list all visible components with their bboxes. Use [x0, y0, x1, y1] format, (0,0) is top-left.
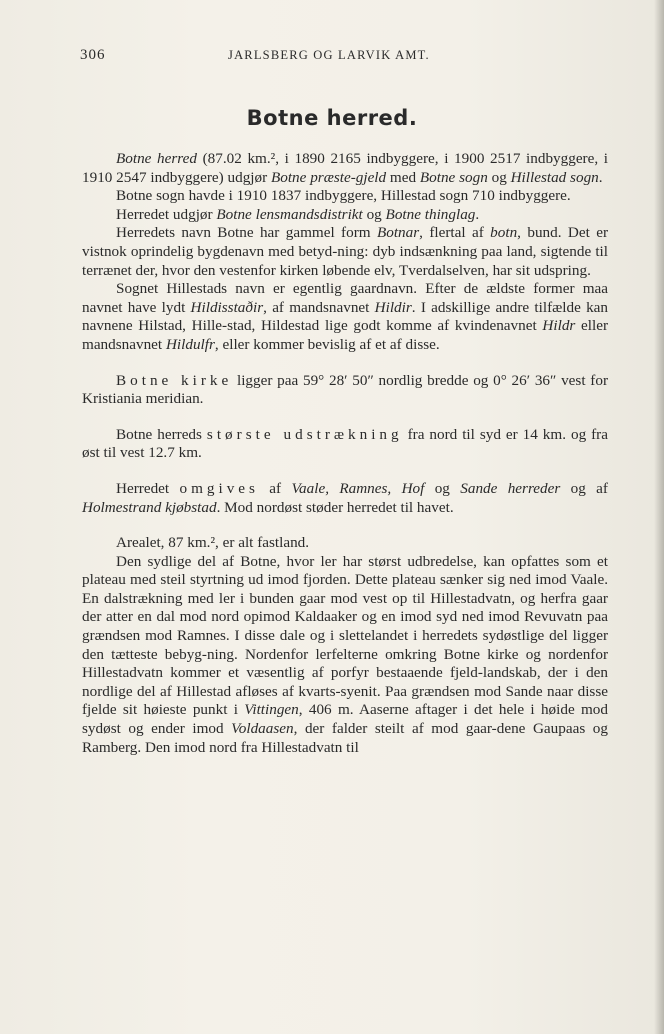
text-run: og: [424, 479, 461, 497]
body-text: [82, 150, 608, 757]
text-run: , af mandsnavnet: [263, 298, 375, 316]
text-run: , flertal af: [419, 224, 491, 242]
text-run: ligger paa 59° 28′ 50″ nordlig bredde og 0° 26′ 36″ vest for Kristiania meridian.: [82, 371, 608, 408]
italic-text: Hildulfr: [165, 335, 215, 353]
paragraph: [82, 534, 608, 553]
italic-text: Vaale, Ramnes, Hof: [291, 479, 425, 497]
paragraph: [82, 224, 608, 280]
text-run: og: [362, 205, 386, 223]
text-run: og af: [560, 479, 608, 497]
paragraph: [82, 150, 608, 187]
text-run: fra nord til syd er 14 km. og fra øst til vest 12.7 km.: [82, 425, 608, 462]
text-run: med: [386, 168, 420, 186]
italic-text: botn: [490, 224, 518, 242]
page-number: 306: [80, 47, 106, 63]
page-edge-shadow: [654, 0, 664, 1034]
text-run: Herredets navn Botne har gammel form: [116, 224, 377, 242]
text-run: , eller kommer bevislig af et af disse.: [214, 335, 440, 353]
text-run: af: [258, 479, 292, 497]
text-run: Den sydlige del af Botne, hvor ler har størst udbredelse, kan opfattes som et plateau med steil styrtning ud imod fjorden. Dette plateau sænker sig ned imod Vaale. En dalstrækning med ler i bunden gaar mod vest op til Hillestadvatn, og herfra gaar der atter en dal mod nord opimod Kaldaaker og en imod syd ned imod Revuvatn paa grændsen mod Ramnes. I disse dale og i slettelandet i herredets sydøstlige del ligger den tætteste bebyg-ning. Nordenfor lerfelterne omkring Botne kirke og nordenfor Hillestadvatn kommer et væsentlig af porfyr bestaaende fjeld-landskab, der i den nordlige del af Hillestad afløses af kvarts-syenit. Paa grændsen mod Sande naar disse fjelde sit høieste punkt i: [82, 552, 608, 719]
paragraph: [82, 553, 608, 758]
text-run: . I adskillige andre tilfælde kan navnene Hilstad, Hille-stad, Hildestad lige godt komme af kvindenavnet: [82, 298, 609, 335]
italic-text: Hildir: [374, 298, 412, 316]
text-run: Arealet, 87 km.², er alt fastland.: [116, 534, 310, 552]
italic-text: Botnar: [376, 224, 420, 242]
text-run: . Mod nordøst støder herredet til havet.: [216, 498, 454, 516]
page-header: [80, 47, 610, 71]
italic-text: Vittingen: [244, 701, 299, 719]
italic-text: Voldaasen: [231, 720, 294, 738]
text-run: og: [487, 168, 511, 186]
italic-text: Botne lensmandsdistrikt: [216, 205, 363, 223]
italic-text: Botne herred: [116, 150, 197, 167]
italic-text: Holmestrand kjøbstad: [82, 498, 217, 516]
text-run: .: [475, 205, 480, 223]
text-run: Botne herreds: [116, 425, 207, 443]
paragraph: [82, 280, 608, 354]
paragraph: [82, 372, 608, 409]
section-title: Botne herred.: [246, 106, 418, 130]
paragraph: [82, 426, 608, 463]
italic-text: Hildisstaðir: [190, 298, 264, 316]
text-run: eller mandsnavnet: [82, 317, 609, 353]
italic-text: Sande herreder: [460, 479, 561, 497]
spaced-text: omgives: [179, 479, 259, 497]
text-run: Herredet: [116, 479, 180, 497]
text-run: , der falder steilt af mod gaar-dene Gaupaas og Ramberg. Den imod nord fra Hillestadvatn til: [82, 720, 608, 756]
text-run: , bund. Det er vistnok oprindelig bygdenavn med betyd-ning: dyb indsænkning paa land, sigtende til terrænet der, hvor den vestenfor kirken løbende elv, Tverdalselven, har sit udspring.: [82, 224, 609, 279]
italic-text: Hillestad sogn: [510, 168, 599, 186]
italic-text: Botne sogn: [419, 168, 488, 186]
italic-text: Hildr: [542, 317, 576, 335]
text-run: (87.02 km.², i 1890 2165 indbyggere, i 1900 2517 indbyggere, i 1910 2547 indbyggere) udgjør: [82, 150, 608, 186]
italic-text: Botne thinglag: [385, 205, 476, 223]
text-run: .: [598, 168, 603, 186]
spaced-text: største udstrækning: [206, 425, 403, 443]
text-run: , 406 m. Aaserne aftager i det hele i høide mod sydøst og ender imod: [82, 701, 608, 738]
italic-text: Botne præste-gjeld: [270, 168, 387, 186]
paragraph: [82, 480, 608, 517]
text-run: Botne sogn havde i 1910 1837 indbyggere, Hillestad sogn 710 indbyggere.: [116, 187, 571, 205]
running-head: JARLSBERG OG LARVIK AMT.: [228, 48, 430, 62]
text-run: Herredet udgjør: [116, 205, 217, 223]
paragraph: [82, 187, 608, 206]
spaced-text: Botne kirke: [116, 371, 233, 389]
text-run: Sognet Hillestads navn er egentlig gaardnavn. Efter de ældste former maa navnet have lydt: [82, 280, 608, 316]
paragraph: [82, 206, 608, 225]
